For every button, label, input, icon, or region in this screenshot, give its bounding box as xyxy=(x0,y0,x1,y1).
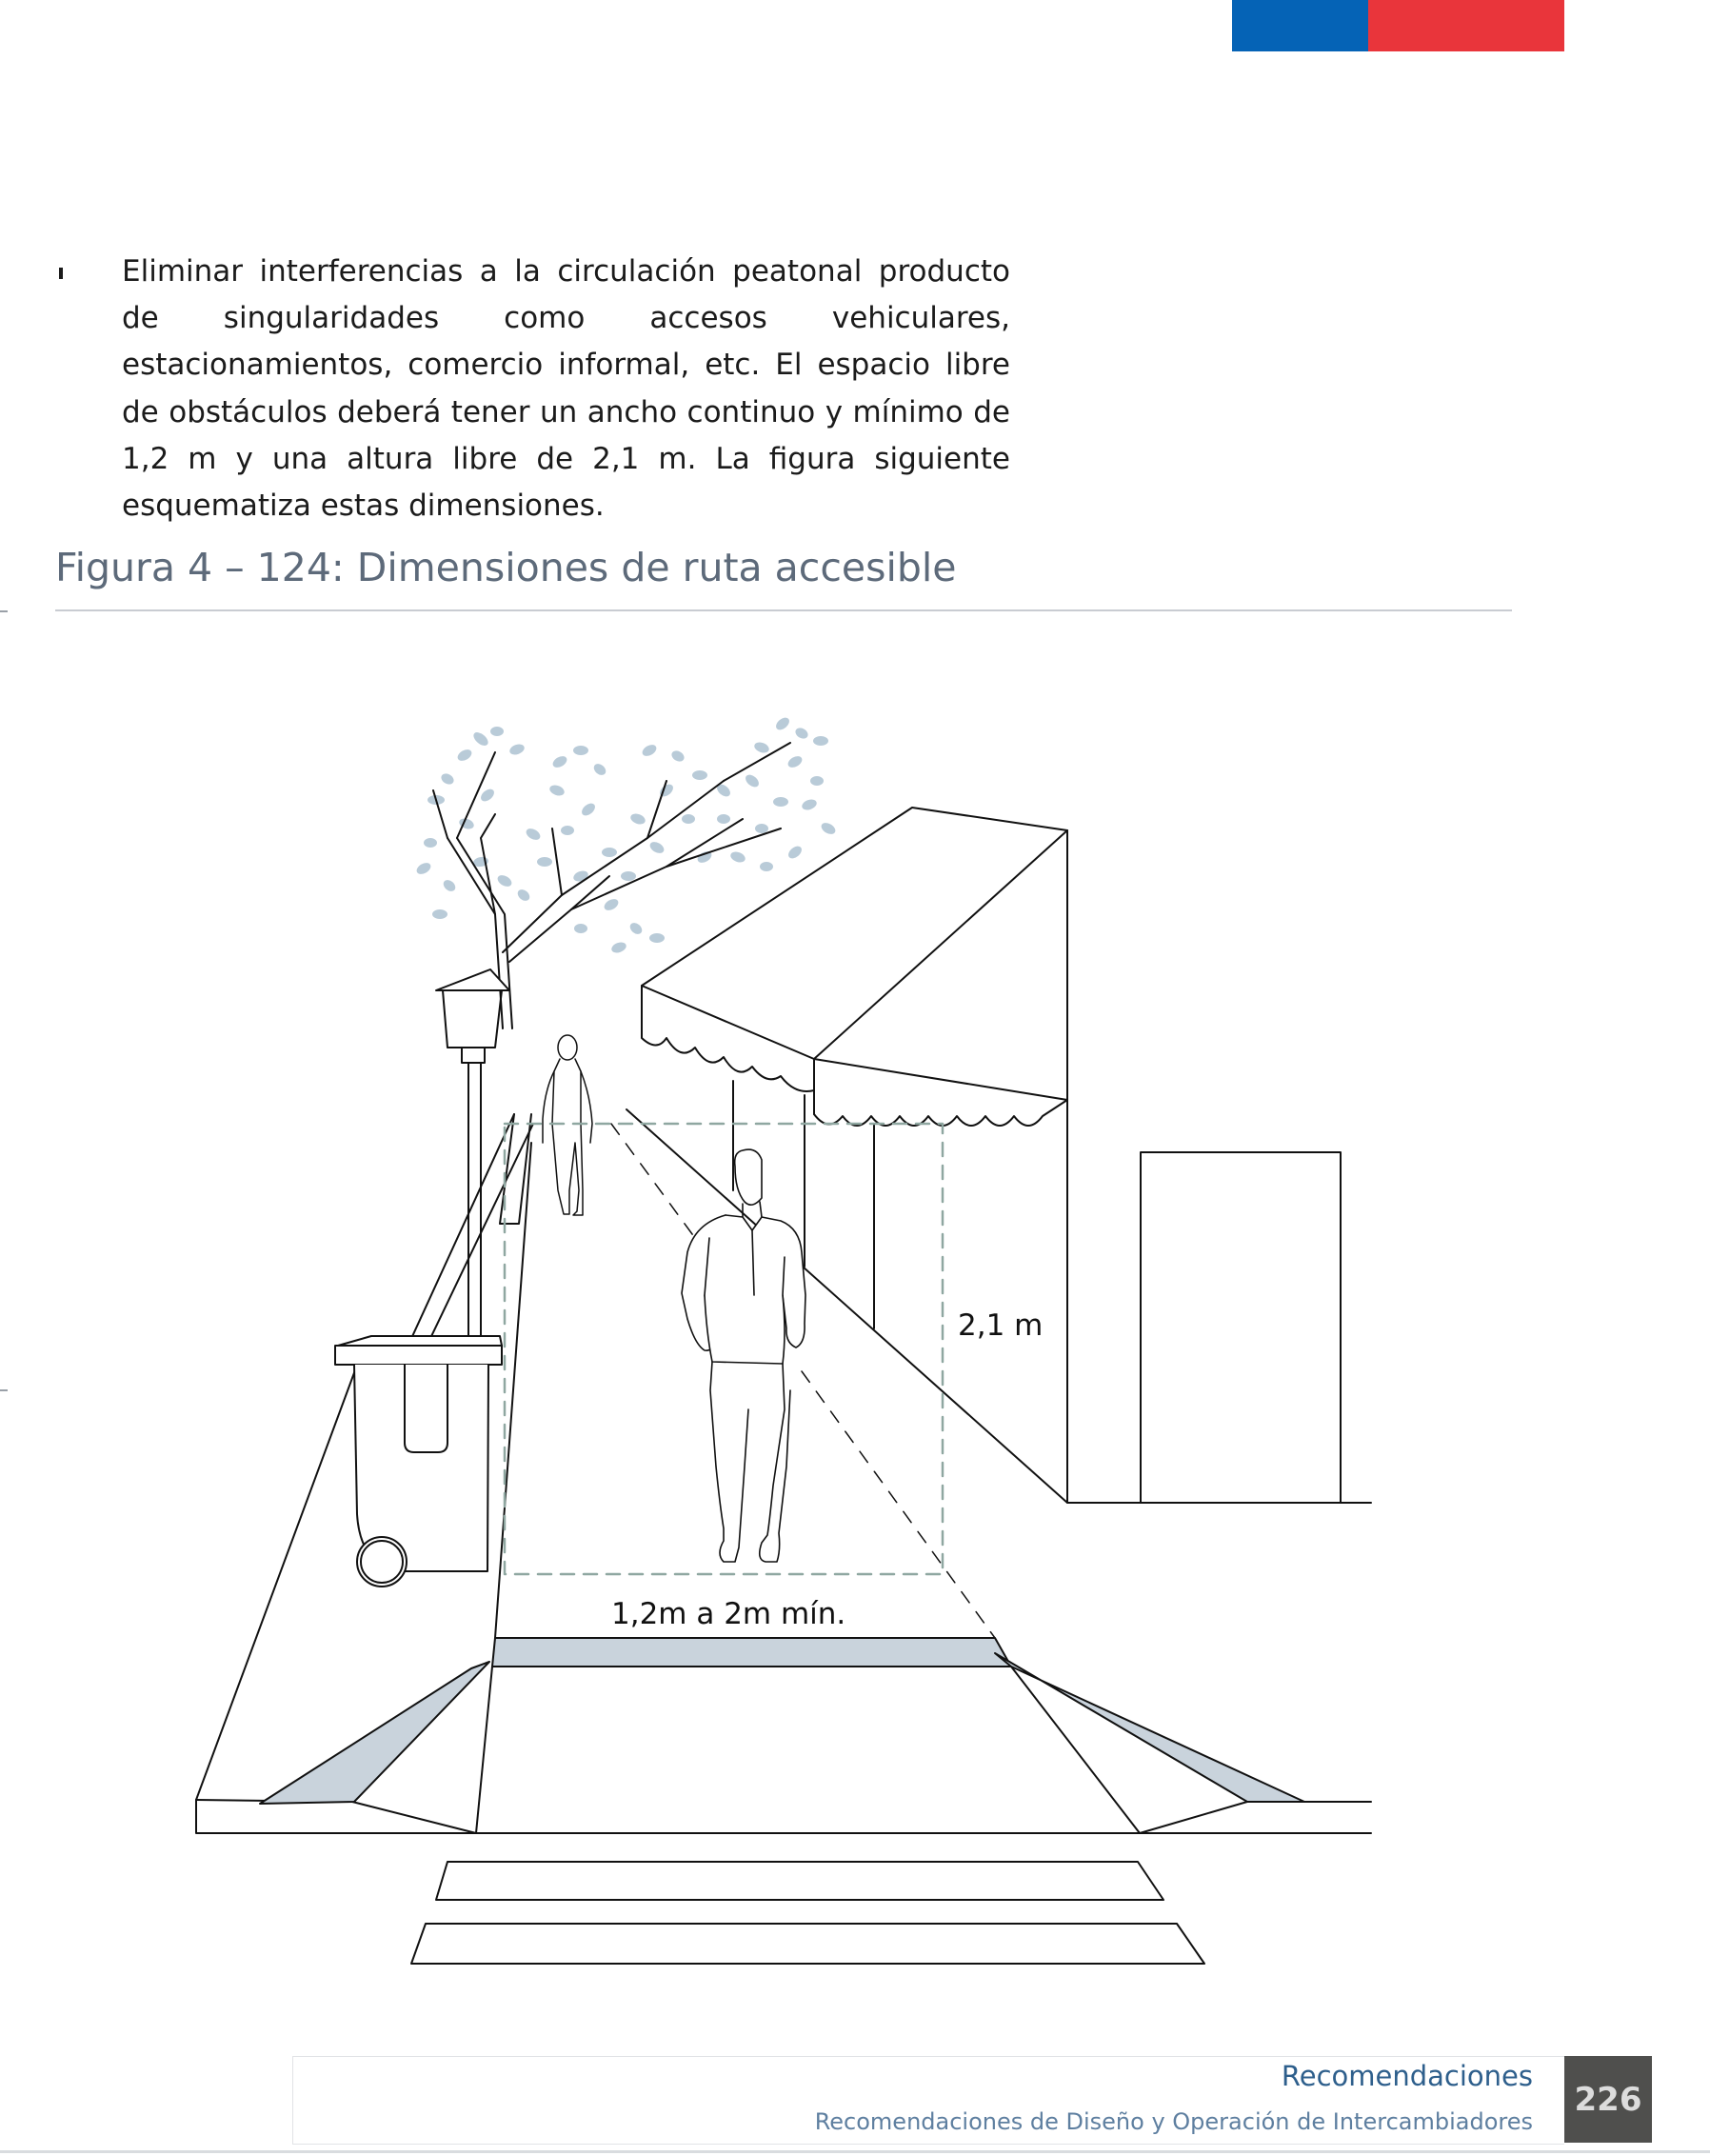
accessible-route-illustration xyxy=(171,705,1400,1981)
bullet-paragraph: Eliminar interferencias a la circulación peatonal producto de singularidades como accesos vehiculares, estacionamientos, comercio informal, etc. El espacio libre de obstáculos deberá tener un ancho continuo y mínimo de 1,2 m y una altura libre de 2,1 m. La figura siguiente esquematiza estas dimensiones. xyxy=(122,254,1010,524)
crosswalk-stripe-1 xyxy=(436,1862,1163,1900)
height-dimension-label: 2,1 m xyxy=(958,1308,1044,1343)
figure-title: Figura 4 – 124: Dimensiones de ruta accesible xyxy=(55,545,957,590)
width-projection-lines xyxy=(611,1124,995,1638)
curb-ramp xyxy=(260,1638,1304,1804)
door xyxy=(1141,1152,1341,1503)
building-facade xyxy=(1067,1100,1371,1503)
margin-tick-bottom xyxy=(0,1389,8,1391)
bottom-rule xyxy=(0,2150,1710,2153)
page-number: 226 xyxy=(1574,2080,1642,2119)
footer-section-title: Recomendaciones xyxy=(1281,2060,1533,2092)
bullet-marker xyxy=(59,268,63,279)
page-number-badge xyxy=(1564,2056,1652,2143)
width-dimension-label: 1,2m a 2m mín. xyxy=(611,1597,846,1631)
figure-title-rule xyxy=(55,609,1512,611)
flag-red-bar xyxy=(1368,0,1564,51)
pedestrian-background xyxy=(543,1035,592,1215)
flag-blue-bar xyxy=(1232,0,1368,51)
footer-document-title: Recomendaciones de Diseño y Operación de Intercambiadores xyxy=(814,2108,1533,2135)
margin-tick-top xyxy=(0,610,8,612)
trash-bin xyxy=(335,1336,502,1587)
pedestrian-foreground xyxy=(682,1149,805,1562)
street-lamp xyxy=(436,969,509,1352)
crosswalk-stripe-2 xyxy=(411,1924,1204,1964)
